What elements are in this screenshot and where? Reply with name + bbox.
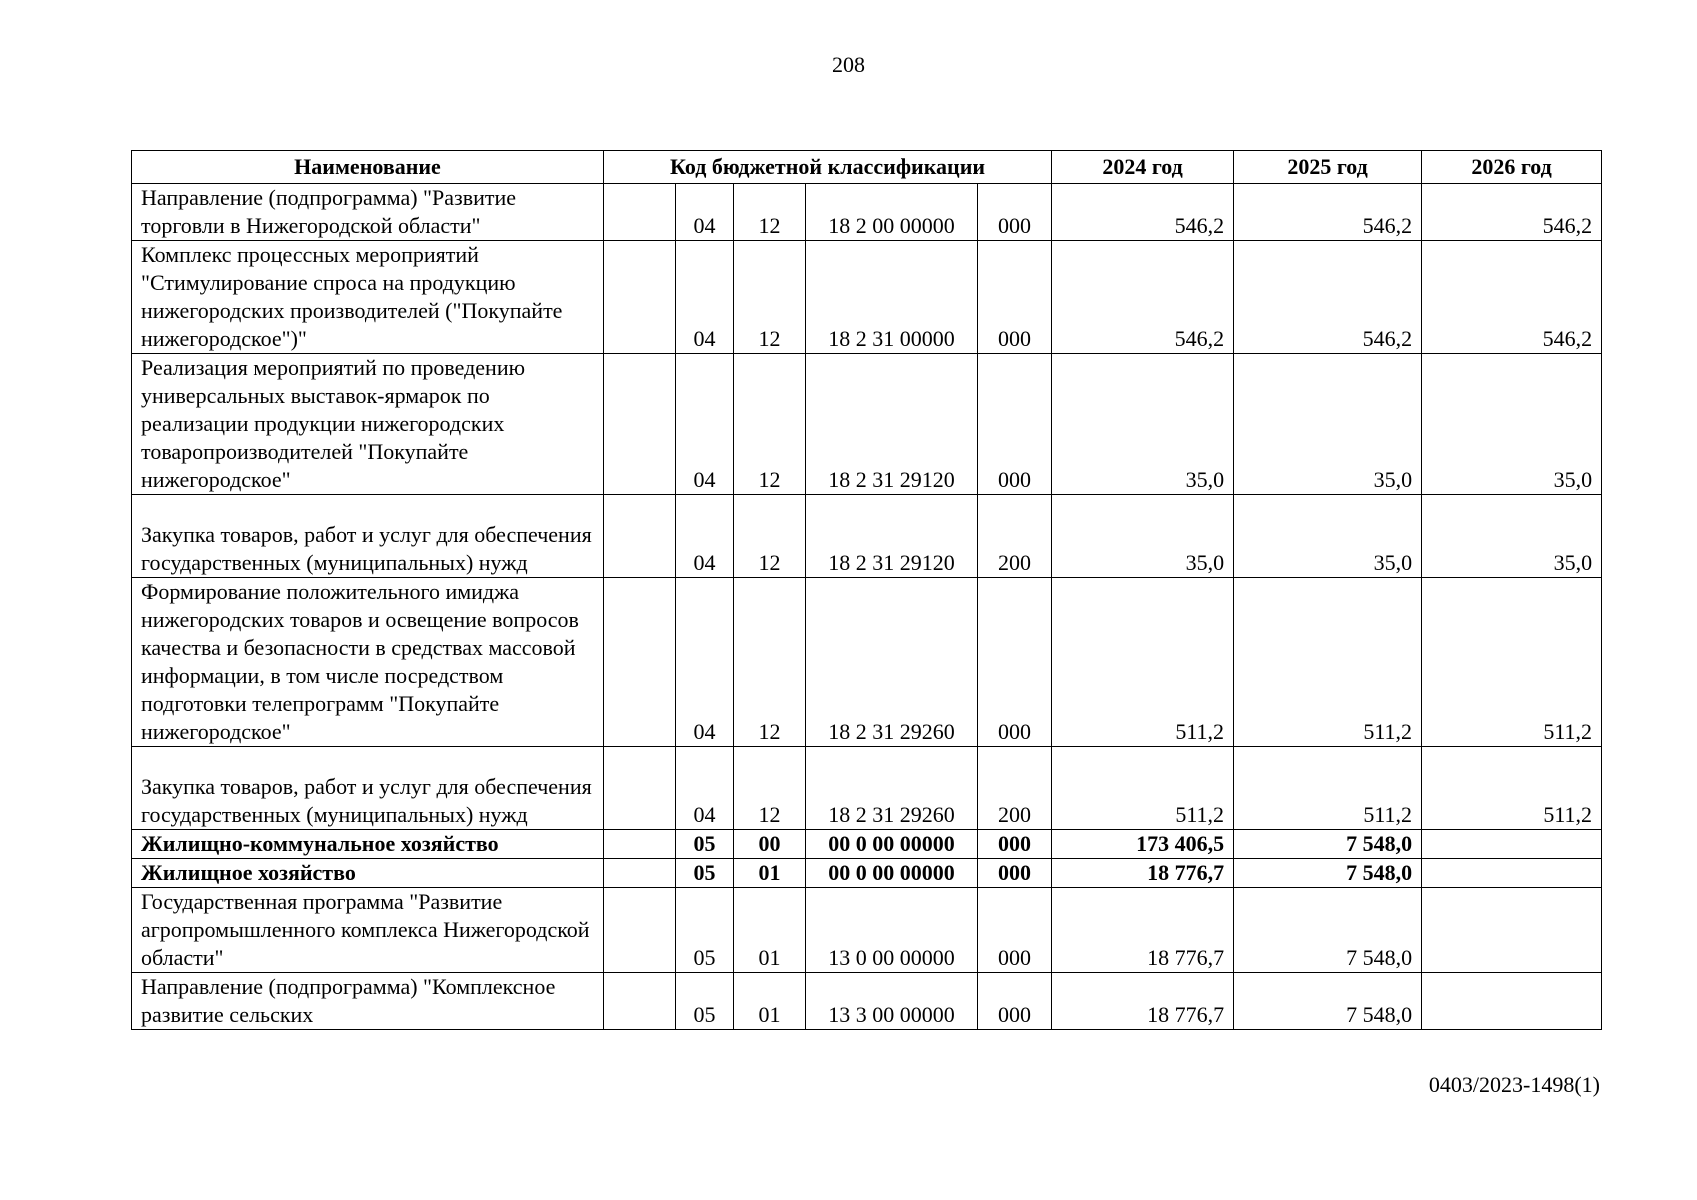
table-row (132, 354, 1602, 495)
value-2025-cell: 7 548,0 (1234, 888, 1422, 973)
value-2024-cell: 511,2 (1052, 578, 1234, 747)
name-cell: Направление (подпрограмма) "Комплексное развитие сельских (132, 973, 604, 1030)
value-2025-cell: 7 548,0 (1234, 973, 1422, 1030)
name-cell: Направление (подпрограмма) "Развитие торговли в Нижегородской области" (132, 184, 604, 241)
table-row (132, 241, 1602, 354)
value-2026-cell (1422, 830, 1602, 859)
table-row (132, 184, 1602, 241)
value-2026-cell (1422, 888, 1602, 973)
section-code-cell: 05 (676, 888, 734, 973)
value-2024-cell: 546,2 (1052, 184, 1234, 241)
section-code-cell: 04 (676, 578, 734, 747)
target-article-cell: 13 0 00 00000 (806, 888, 978, 973)
table-row (132, 859, 1602, 888)
value-2024-cell: 173 406,5 (1052, 830, 1234, 859)
code-empty-cell (604, 495, 676, 578)
header-name: Наименование (132, 151, 604, 184)
section-code-cell: 04 (676, 241, 734, 354)
value-2025-cell: 35,0 (1234, 354, 1422, 495)
table-row (132, 578, 1602, 747)
name-cell: Закупка товаров, работ и услуг для обеспечения государственных (муниципальных) нужд (132, 747, 604, 830)
table-row (132, 830, 1602, 859)
code-empty-cell (604, 830, 676, 859)
name-cell: Комплекс процессных мероприятий "Стимулирование спроса на продукцию нижегородских производителей ("Покупайте нижегородское")" (132, 241, 604, 354)
target-article-cell: 18 2 31 29120 (806, 495, 978, 578)
section-code-cell: 05 (676, 859, 734, 888)
target-article-cell: 18 2 00 00000 (806, 184, 978, 241)
subsection-code-cell: 01 (734, 973, 806, 1030)
subsection-code-cell: 01 (734, 888, 806, 973)
section-code-cell: 05 (676, 973, 734, 1030)
code-empty-cell (604, 184, 676, 241)
section-code-cell: 04 (676, 495, 734, 578)
value-2025-cell: 546,2 (1234, 184, 1422, 241)
subsection-code-cell: 12 (734, 184, 806, 241)
name-cell: Формирование положительного имиджа нижегородских товаров и освещение вопросов качества и безопасности в средствах массовой информации, в том числе посредством подготовки телепрограмм "Покупайте нижегородское" (132, 578, 604, 747)
budget-table (131, 150, 1602, 1030)
table-header-row (132, 151, 1602, 184)
page-number: 208 (832, 52, 865, 77)
code-empty-cell (604, 354, 676, 495)
subsection-code-cell: 12 (734, 747, 806, 830)
target-article-cell: 13 3 00 00000 (806, 973, 978, 1030)
value-2024-cell: 546,2 (1052, 241, 1234, 354)
target-article-cell: 18 2 31 29260 (806, 747, 978, 830)
header-2026: 2026 год (1422, 151, 1602, 184)
section-code-cell: 04 (676, 747, 734, 830)
subsection-code-cell: 01 (734, 859, 806, 888)
value-2025-cell: 7 548,0 (1234, 859, 1422, 888)
expense-type-cell: 200 (978, 747, 1052, 830)
target-article-cell: 18 2 31 29260 (806, 578, 978, 747)
section-code-cell: 04 (676, 184, 734, 241)
name-cell: Государственная программа "Развитие агропромышленного комплекса Нижегородской области" (132, 888, 604, 973)
expense-type-cell: 000 (978, 578, 1052, 747)
target-article-cell: 18 2 31 00000 (806, 241, 978, 354)
table-row (132, 495, 1602, 578)
expense-type-cell: 000 (978, 354, 1052, 495)
expense-type-cell: 000 (978, 184, 1052, 241)
value-2025-cell: 35,0 (1234, 495, 1422, 578)
subsection-code-cell: 12 (734, 241, 806, 354)
expense-type-cell: 000 (978, 973, 1052, 1030)
code-empty-cell (604, 973, 676, 1030)
name-cell: Закупка товаров, работ и услуг для обеспечения государственных (муниципальных) нужд (132, 495, 604, 578)
expense-type-cell: 200 (978, 495, 1052, 578)
value-2026-cell: 511,2 (1422, 578, 1602, 747)
subsection-code-cell: 12 (734, 354, 806, 495)
table-row (132, 973, 1602, 1030)
table-row (132, 747, 1602, 830)
value-2026-cell: 35,0 (1422, 495, 1602, 578)
expense-type-cell: 000 (978, 888, 1052, 973)
value-2026-cell (1422, 973, 1602, 1030)
document-code: 0403/2023-1498(1) (1428, 1072, 1600, 1097)
value-2024-cell: 35,0 (1052, 354, 1234, 495)
value-2024-cell: 18 776,7 (1052, 888, 1234, 973)
value-2024-cell: 511,2 (1052, 747, 1234, 830)
code-empty-cell (604, 888, 676, 973)
subsection-code-cell: 00 (734, 830, 806, 859)
target-article-cell: 18 2 31 29120 (806, 354, 978, 495)
value-2024-cell: 35,0 (1052, 495, 1234, 578)
subsection-code-cell: 12 (734, 495, 806, 578)
expense-type-cell: 000 (978, 241, 1052, 354)
name-cell: Жилищное хозяйство (132, 859, 604, 888)
code-empty-cell (604, 747, 676, 830)
section-code-cell: 04 (676, 354, 734, 495)
value-2026-cell: 546,2 (1422, 241, 1602, 354)
header-2025: 2025 год (1234, 151, 1422, 184)
value-2025-cell: 546,2 (1234, 241, 1422, 354)
table-row (132, 888, 1602, 973)
code-empty-cell (604, 241, 676, 354)
value-2024-cell: 18 776,7 (1052, 859, 1234, 888)
header-code: Код бюджетной классификации (604, 151, 1052, 184)
code-empty-cell (604, 859, 676, 888)
expense-type-cell: 000 (978, 830, 1052, 859)
target-article-cell: 00 0 00 00000 (806, 859, 978, 888)
name-cell: Реализация мероприятий по проведению универсальных выставок-ярмарок по реализации продукции нижегородских товаропроизводителей "Покупайте нижегородское" (132, 354, 604, 495)
value-2025-cell: 7 548,0 (1234, 830, 1422, 859)
table-body (132, 184, 1602, 1030)
value-2025-cell: 511,2 (1234, 578, 1422, 747)
expense-type-cell: 000 (978, 859, 1052, 888)
value-2026-cell: 546,2 (1422, 184, 1602, 241)
value-2026-cell (1422, 859, 1602, 888)
value-2026-cell: 511,2 (1422, 747, 1602, 830)
value-2026-cell: 35,0 (1422, 354, 1602, 495)
name-cell: Жилищно-коммунальное хозяйство (132, 830, 604, 859)
value-2025-cell: 511,2 (1234, 747, 1422, 830)
header-2024: 2024 год (1052, 151, 1234, 184)
target-article-cell: 00 0 00 00000 (806, 830, 978, 859)
section-code-cell: 05 (676, 830, 734, 859)
code-empty-cell (604, 578, 676, 747)
subsection-code-cell: 12 (734, 578, 806, 747)
value-2024-cell: 18 776,7 (1052, 973, 1234, 1030)
